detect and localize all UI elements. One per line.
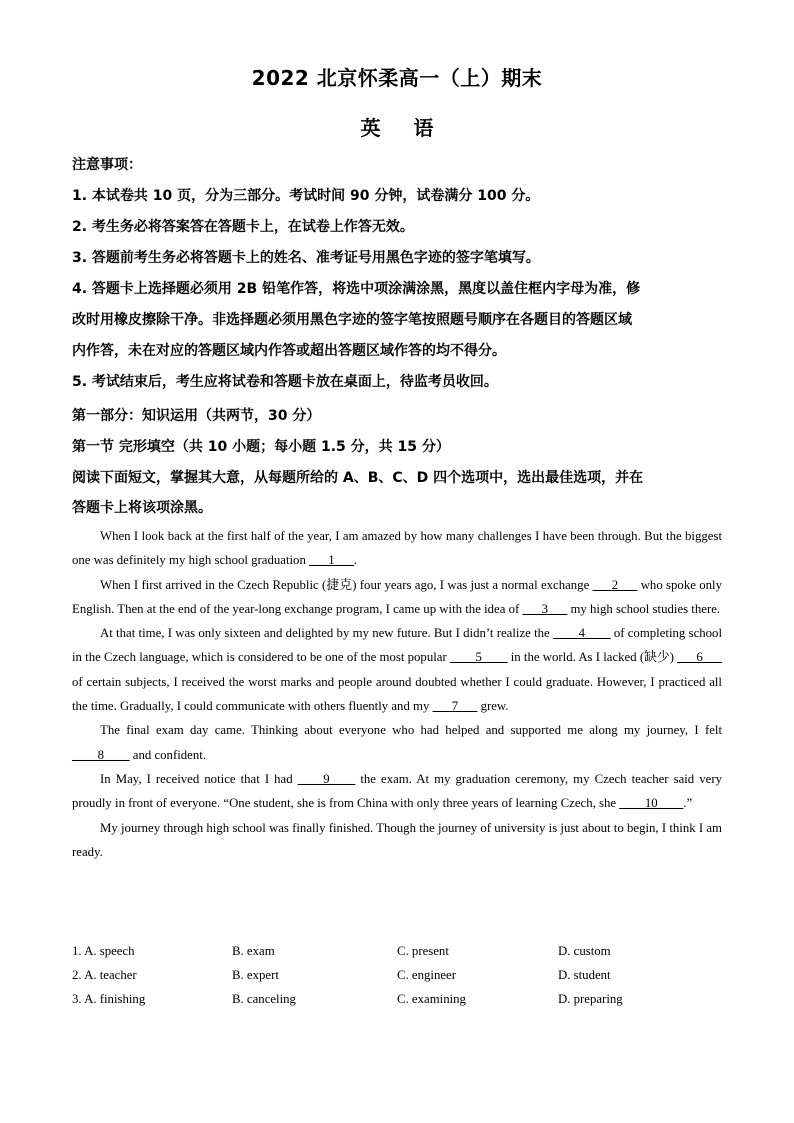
option-b: B. expert: [232, 968, 279, 982]
option-b: B. canceling: [232, 992, 296, 1006]
option-c: C. engineer: [397, 968, 456, 982]
option-c: C. present: [397, 944, 449, 958]
subject-title: 英 语: [360, 116, 434, 140]
question-options: [72, 992, 722, 1016]
option-a: 3. A. finishing: [72, 992, 146, 1006]
notice-item: 3. 答题前考生务必将答题卡上的姓名、准考证号用黑色字迹的签字笔填写。: [72, 250, 540, 266]
question-options: [72, 944, 722, 968]
passage-paragraph: When I first arrived in the Czech Republic (捷克) four years ago, I was just a normal exchange ___2___ who spoke only English. Then at the end of the year-long exchange program, I came up with the idea of ___3___ my high school studies there.: [72, 577, 722, 616]
notice-block: [72, 150, 722, 398]
notice-item: 1. 本试卷共 10 页，分为三部分。考试时间 90 分钟，试卷满分 100 分。: [72, 188, 540, 204]
instruction-line: 答题卡上将该项涂黑。: [72, 500, 212, 516]
cloze-passage: [72, 524, 722, 864]
notice-item: 内作答，未在对应的答题区域内作答或超出答题区域作答的均不得分。: [72, 343, 506, 359]
blank-9: ____9____: [297, 771, 356, 786]
notice-item: 2. 考生务必将答案答在答题卡上，在试卷上作答无效。: [72, 219, 414, 235]
blank-1: ___1___: [309, 553, 354, 568]
passage-paragraph: My journey through high school was finally finished. Though the journey of university is just about to begin, I think I am ready.: [72, 820, 722, 859]
options-list: [72, 944, 722, 1016]
passage-paragraph: At that time, I was only sixteen and delighted by my new future. But I didn’t realize the ____4____ of completing school in the Czech language, which is considered to be one of the most popular ____5____ in the world. As I lacked (缺少) ___6___ of certain subjects, I received the worst marks and people around doubted whether I could graduate. However, I practiced all the time. Gradually, I could communicate with others fluently and my ___7___ grew.: [72, 626, 722, 714]
option-d: D. student: [558, 968, 611, 982]
notice-item: 5. 考试结束后，考生应将试卷和答题卡放在桌面上，待监考员收回。: [72, 374, 498, 390]
exam-title: 2022 北京怀柔高一（上）期末: [251, 66, 543, 90]
blank-4: ____4____: [552, 626, 611, 641]
option-b: B. exam: [232, 944, 275, 958]
part1-heading: 第一部分：知识运用（共两节，30 分）: [72, 408, 321, 424]
passage-paragraph: In May, I received notice that I had ____9____ the exam. At my graduation ceremony, my Czech teacher said very proudly in front of everyone. “One student, she is from China with only three years of learning Czech, she ____10____.”: [72, 771, 722, 811]
blank-8: ____8____: [72, 747, 130, 762]
option-d: D. preparing: [558, 992, 623, 1006]
passage-paragraph: When I look back at the first half of the year, I am amazed by how many challenges I have been through. But the biggest one was definitely my high school graduation ___1___.: [72, 529, 722, 568]
option-d: D. custom: [558, 944, 611, 958]
question-options: [72, 968, 722, 992]
notice-item: 4. 答题卡上选择题必须用 2B 铅笔作答，将选中项涂满涂黑，黑度以盖住框内字母为准，修: [72, 281, 641, 297]
passage-paragraph: The final exam day came. Thinking about everyone who had helped and supported me along my journey, I felt ____8____ and confident.: [72, 723, 722, 762]
notice-heading: 注意事项：: [72, 157, 142, 173]
blank-5: ____5____: [449, 650, 508, 665]
option-a: 2. A. teacher: [72, 968, 137, 982]
blank-10: ____10____: [619, 796, 684, 811]
option-a: 1. A. speech: [72, 944, 135, 958]
blank-6: ___6___: [677, 650, 722, 665]
section1-heading: 第一节 完形填空（共 10 小题；每小题 1.5 分，共 15 分）: [72, 439, 450, 455]
notice-item: 改时用橡皮擦除干净。非选择题必须用黑色字迹的签字笔按照题号顺序在各题目的答题区域: [72, 312, 632, 328]
blank-7: ___7___: [432, 699, 478, 714]
blank-3: ___3___: [522, 601, 568, 616]
option-c: C. examining: [397, 992, 466, 1006]
instruction-line: 阅读下面短文，掌握其大意，从每题所给的 A、B、C、D 四个选项中，选出最佳选项，并在: [72, 470, 644, 486]
blank-2: ___2___: [592, 577, 638, 592]
